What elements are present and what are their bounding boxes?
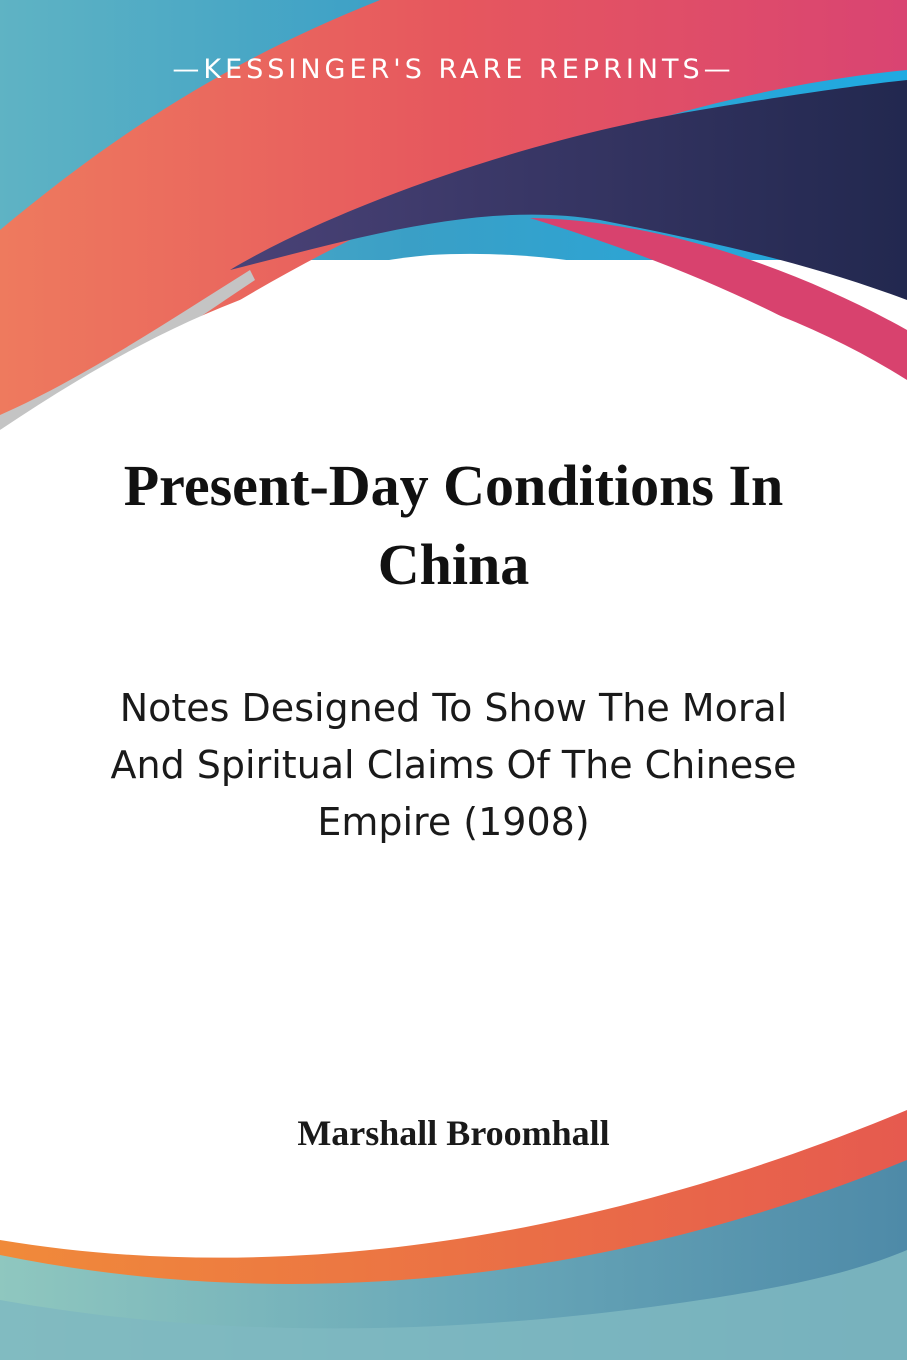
book-subtitle: Notes Designed To Show The Moral And Spiritual Claims Of The Chinese Empire (1908) [110, 686, 797, 844]
book-author: Marshall Broomhall [297, 1113, 610, 1153]
book-title: Present-Day Conditions In China [123, 453, 784, 597]
publisher-rule-right: — [703, 54, 735, 85]
publisher-imprint [0, 54, 907, 85]
publisher-name: KESSINGER'S RARE REPRINTS [203, 54, 704, 85]
publisher-rule-left: — [172, 54, 204, 85]
